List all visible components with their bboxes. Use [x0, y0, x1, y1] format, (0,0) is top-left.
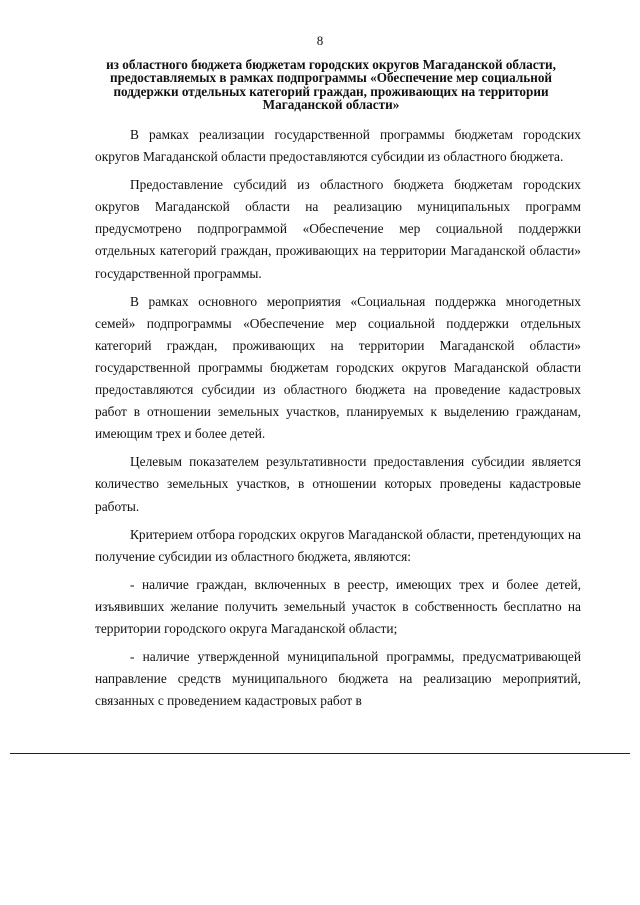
criteria-item-registry: - наличие граждан, включенных в реестр, имеющих трех и более детей, изъявивших желание получить земельный участок в собственность бесплатно на территории городского округа Магаданской области;	[95, 576, 581, 636]
page-bottom-divider	[10, 753, 630, 754]
document-body	[95, 124, 581, 712]
paragraph-large-families-support: В рамках основного мероприятия «Социальная поддержка многодетных семей» подпрограммы «Обеспечение мер социальной поддержки отдельных категорий граждан, проживающих на территории Магаданской области» государственной программы бюджетам городских округов Магаданской области предоставляются субсидии из областного бюджета на проведение кадастровых работ в отношении земельных участков, планируемых к выделению гражданам, имеющим трех и более детей.	[95, 293, 581, 442]
paragraph-target-indicator: Целевым показателем результативности предоставления субсидии является количество земельных участков, в отношении которых проведены кадастровые работы.	[95, 454, 581, 514]
paragraph-municipal-programs: Предоставление субсидий из областного бюджета бюджетам городских округов Магаданской области на реализацию муниципальных программ предусмотрено подпрограммой «Обеспечение мер социальной поддержки отдельных категорий граждан, проживающих на территории Магаданской области» государственной программы.	[95, 177, 581, 281]
paragraph-intro: В рамках реализации государственной программы бюджетам городских округов Магаданской области предоставляются субсидии из областного бюджета.	[95, 127, 581, 165]
section-heading: из областного бюджета бюджетам городских округов Магаданской области, предоставляемых в рамках подпрограммы «Обеспечение мер социальной поддержки отдельных категорий граждан, проживающих на территории Магаданской области»	[106, 57, 556, 113]
page-number: 8	[316, 33, 324, 48]
paragraph-selection-criteria: Критерием отбора городских округов Магаданской области, претендующих на получение субсидии из областного бюджета, являются:	[95, 526, 581, 564]
criteria-item-program: - наличие утвержденной муниципальной программы, предусматривающей направление средств муниципального бюджета на реализацию мероприятий, связанных с проведением кадастровых работ в	[95, 649, 581, 709]
